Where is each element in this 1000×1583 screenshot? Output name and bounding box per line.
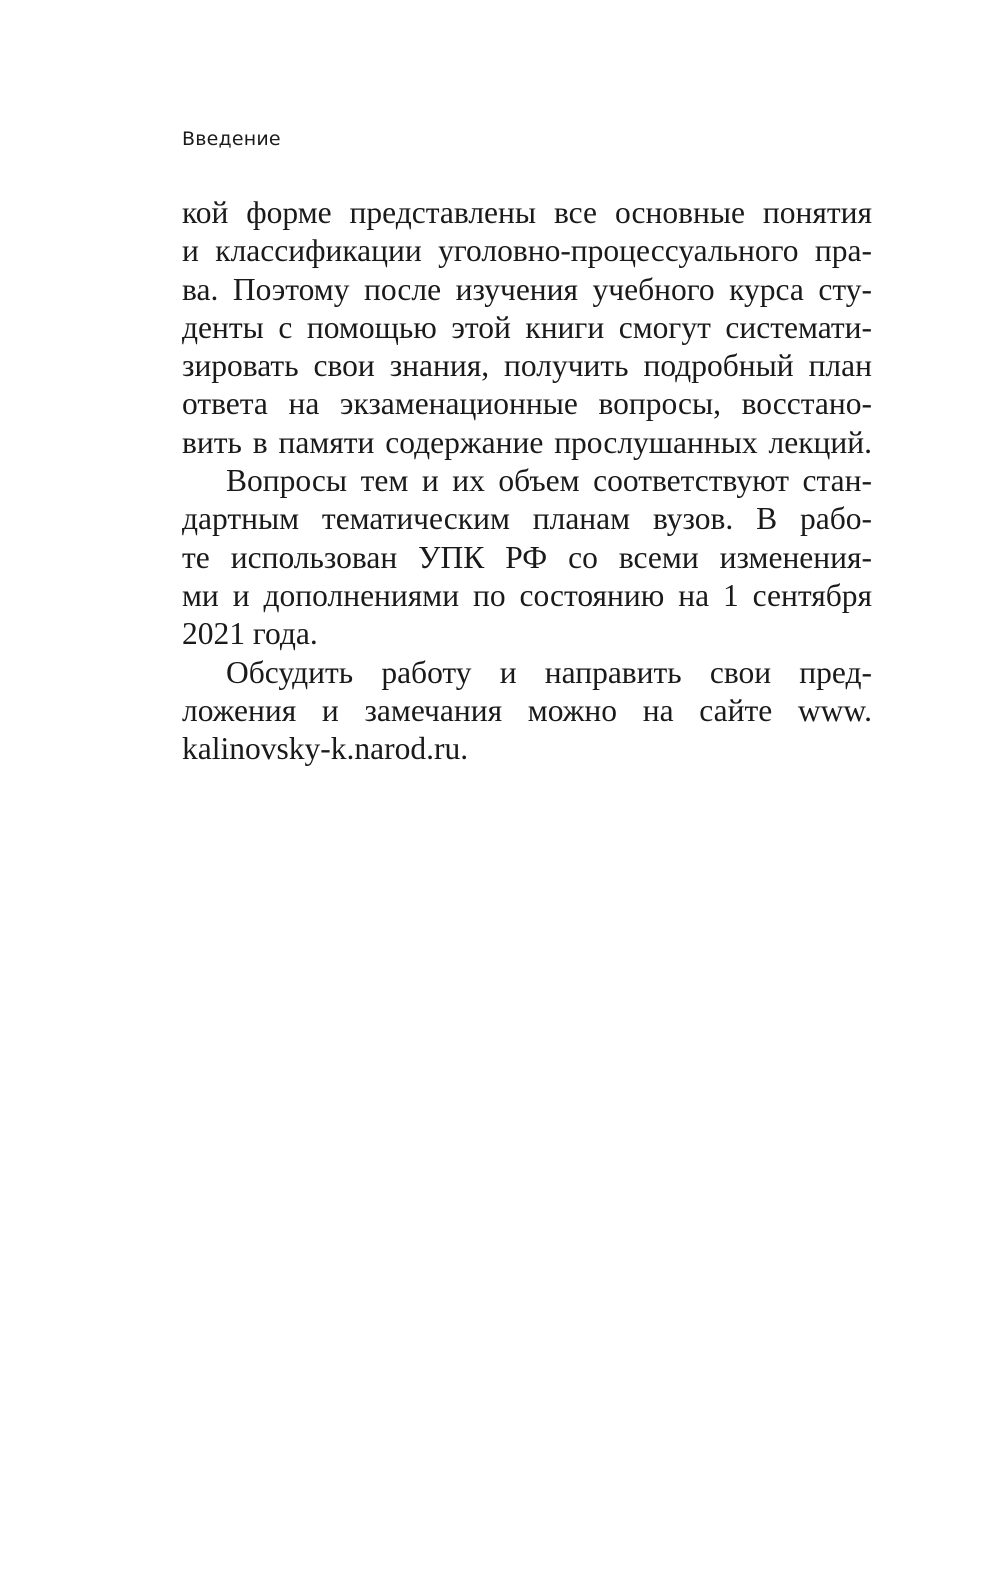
text-line: 2021 года. [182,616,318,652]
text-line: ответа на экзаменационные вопросы, восстано- [182,386,872,422]
text-line: вить в памяти содержание прослушанных лекций. [182,424,872,460]
text-line: Вопросы тем и их объем соответствуют стан- [226,463,872,499]
text-line: зировать свои знания, получить подробный план [182,348,872,384]
running-head: Введение [182,128,281,150]
body-text [182,194,872,768]
text-line: ми и дополнениями по состоянию на 1 сентября [182,577,872,613]
text-line: Обсудить работу и направить свои пред- [226,654,872,690]
text-line: денты с помощью этой книги смогут системати- [182,309,872,345]
text-line: и классификации уголовно-процессуального пра- [182,233,872,269]
text-line: ва. Поэтому после изучения учебного курса сту- [182,271,872,307]
text-line: те использован УПК РФ со всеми изменения- [182,539,872,575]
text-line: кой форме представлены все основные понятия [182,195,872,230]
text-line: kalinovsky-k.narod.ru. [182,731,469,767]
text-line: ложения и замечания можно на сайте www. [182,692,872,728]
text-line: дартным тематическим планам вузов. В рабо- [182,501,872,537]
